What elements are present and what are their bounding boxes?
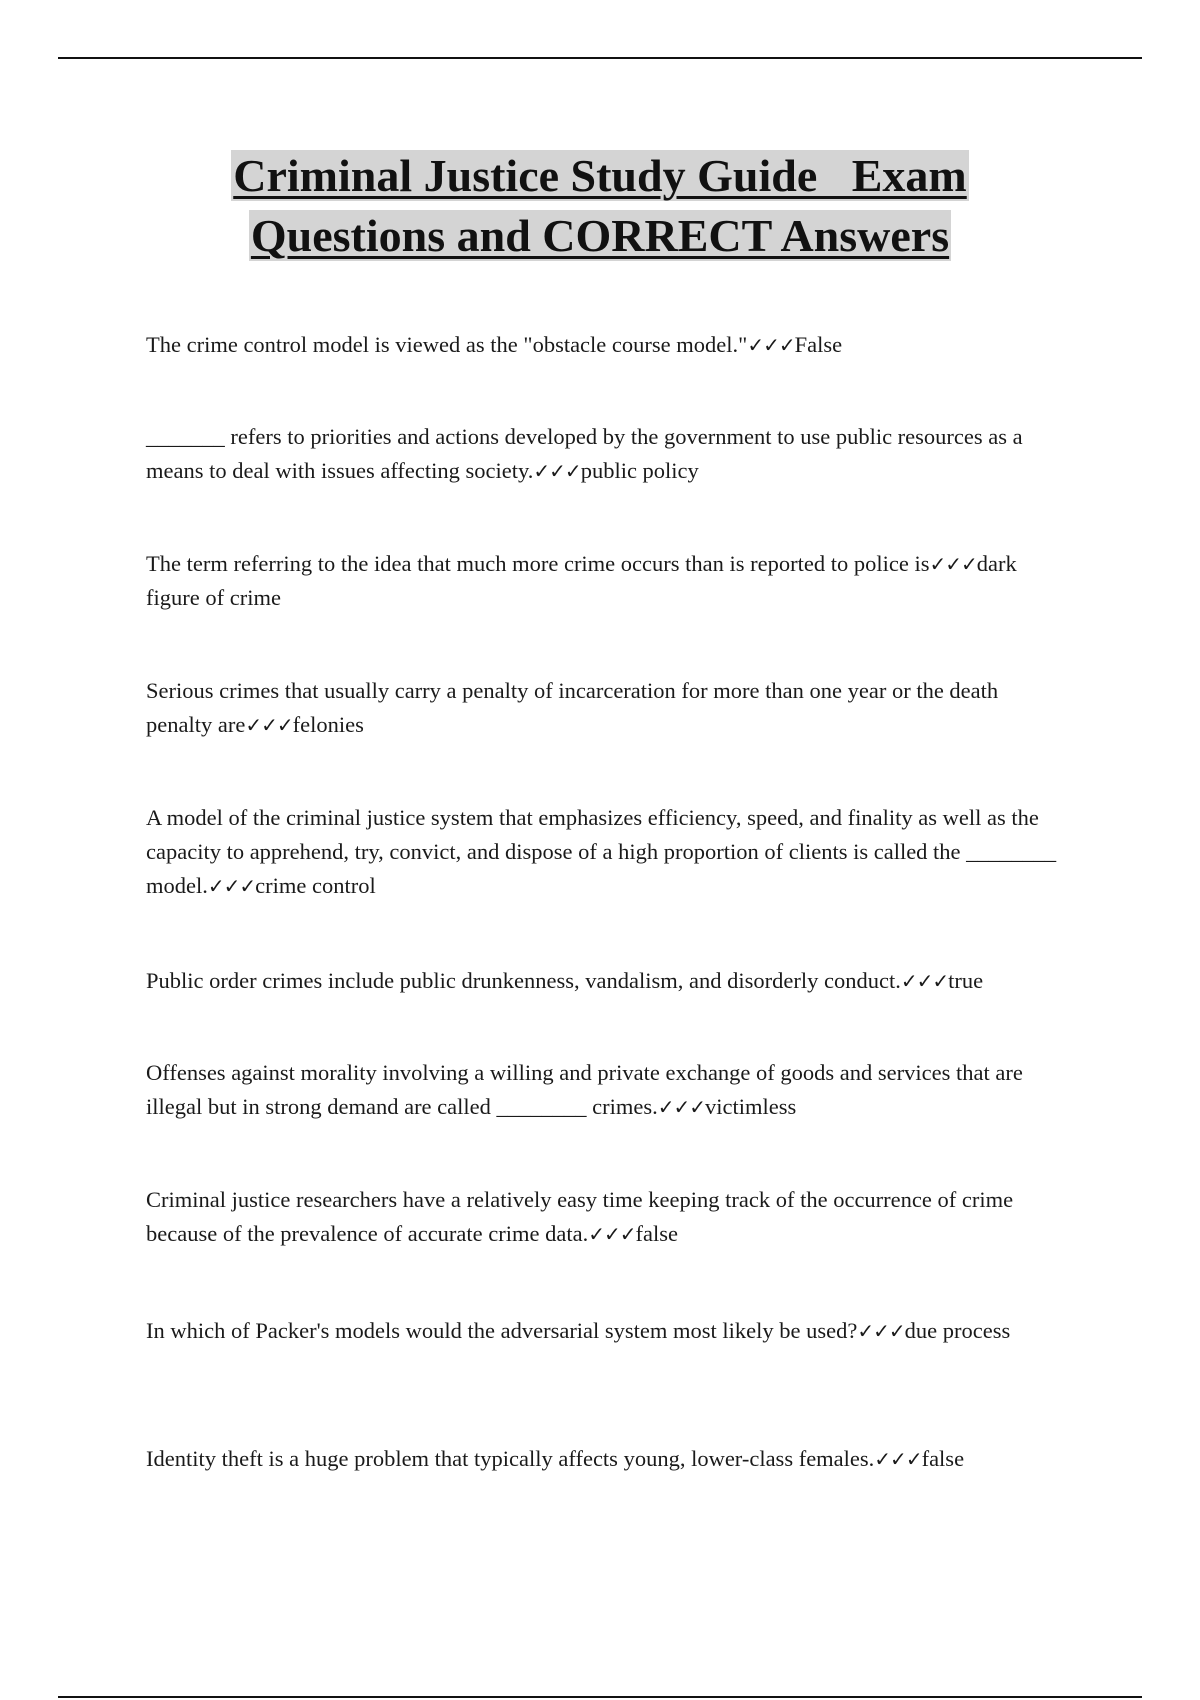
title-line-2: Questions and CORRECT Answers bbox=[250, 210, 950, 261]
answer-text: felonies bbox=[292, 712, 364, 737]
qa-item bbox=[146, 1183, 1066, 1251]
checkmark-icon: ✓✓✓ bbox=[900, 969, 949, 993]
top-rule bbox=[58, 57, 1142, 59]
qa-item bbox=[146, 1056, 1066, 1124]
qa-item bbox=[146, 328, 1066, 362]
title-line-1: Criminal Justice Study Guide Exam bbox=[233, 150, 967, 201]
checkmark-icon: ✓✓✓ bbox=[588, 1222, 636, 1246]
answer-text: public policy bbox=[580, 458, 699, 483]
checkmark-icon: ✓✓✓ bbox=[857, 1319, 905, 1343]
question-text: Serious crimes that usually carry a penalty of incarceration for more than one year or the death penalty are bbox=[146, 678, 999, 737]
question-text: The term referring to the idea that much more crime occurs than is reported to police is bbox=[146, 551, 930, 576]
answer-text: true bbox=[948, 968, 984, 993]
checkmark-icon: ✓✓✓ bbox=[207, 874, 256, 898]
question-text: Offenses against morality involving a willing and private exchange of goods and services that are illegal but in strong demand are called ________ crimes. bbox=[146, 1060, 1023, 1119]
question-text: In which of Packer's models would the adversarial system most likely be used? bbox=[146, 1318, 858, 1343]
answer-text: false bbox=[921, 1446, 965, 1471]
qa-item bbox=[146, 674, 1066, 742]
qa-item bbox=[146, 547, 1066, 615]
checkmark-icon: ✓✓✓ bbox=[874, 1447, 922, 1471]
question-text: _______ refers to priorities and actions developed by the government to use public resources as a means to deal with issues affecting society. bbox=[146, 424, 1023, 483]
answer-text: due process bbox=[904, 1318, 1011, 1343]
qa-item bbox=[146, 1314, 1066, 1348]
answer-text: false bbox=[635, 1221, 678, 1246]
answer-text: victimless bbox=[705, 1094, 797, 1119]
bottom-rule bbox=[58, 1696, 1142, 1698]
checkmark-icon: ✓✓✓ bbox=[533, 459, 581, 483]
question-text: Identity theft is a huge problem that typically affects young, lower-class females. bbox=[146, 1446, 875, 1471]
checkmark-icon: ✓✓✓ bbox=[929, 552, 977, 576]
question-text: Criminal justice researchers have a relatively easy time keeping track of the occurrence of crime because of the prevalence of accurate crime data. bbox=[146, 1187, 1014, 1246]
document-title bbox=[100, 146, 1100, 266]
question-text: A model of the criminal justice system that emphasizes efficiency, speed, and finality as well as the capacity to apprehend, try, convict, and dispose of a high proportion of clients is called the ________ model. bbox=[146, 805, 1057, 898]
qa-item bbox=[146, 801, 1066, 903]
qa-item bbox=[146, 964, 1066, 998]
checkmark-icon: ✓✓✓ bbox=[245, 713, 293, 737]
answer-text: dark figure of crime bbox=[146, 551, 1017, 610]
question-text: The crime control model is viewed as the "obstacle course model." bbox=[146, 332, 748, 357]
checkmark-icon: ✓✓✓ bbox=[747, 333, 795, 357]
answer-text: False bbox=[794, 332, 843, 357]
qa-item bbox=[146, 420, 1066, 488]
question-text: Public order crimes include public drunkenness, vandalism, and disorderly conduct. bbox=[146, 968, 901, 993]
qa-item bbox=[146, 1442, 1066, 1476]
checkmark-icon: ✓✓✓ bbox=[657, 1095, 706, 1119]
answer-text: crime control bbox=[255, 873, 376, 898]
